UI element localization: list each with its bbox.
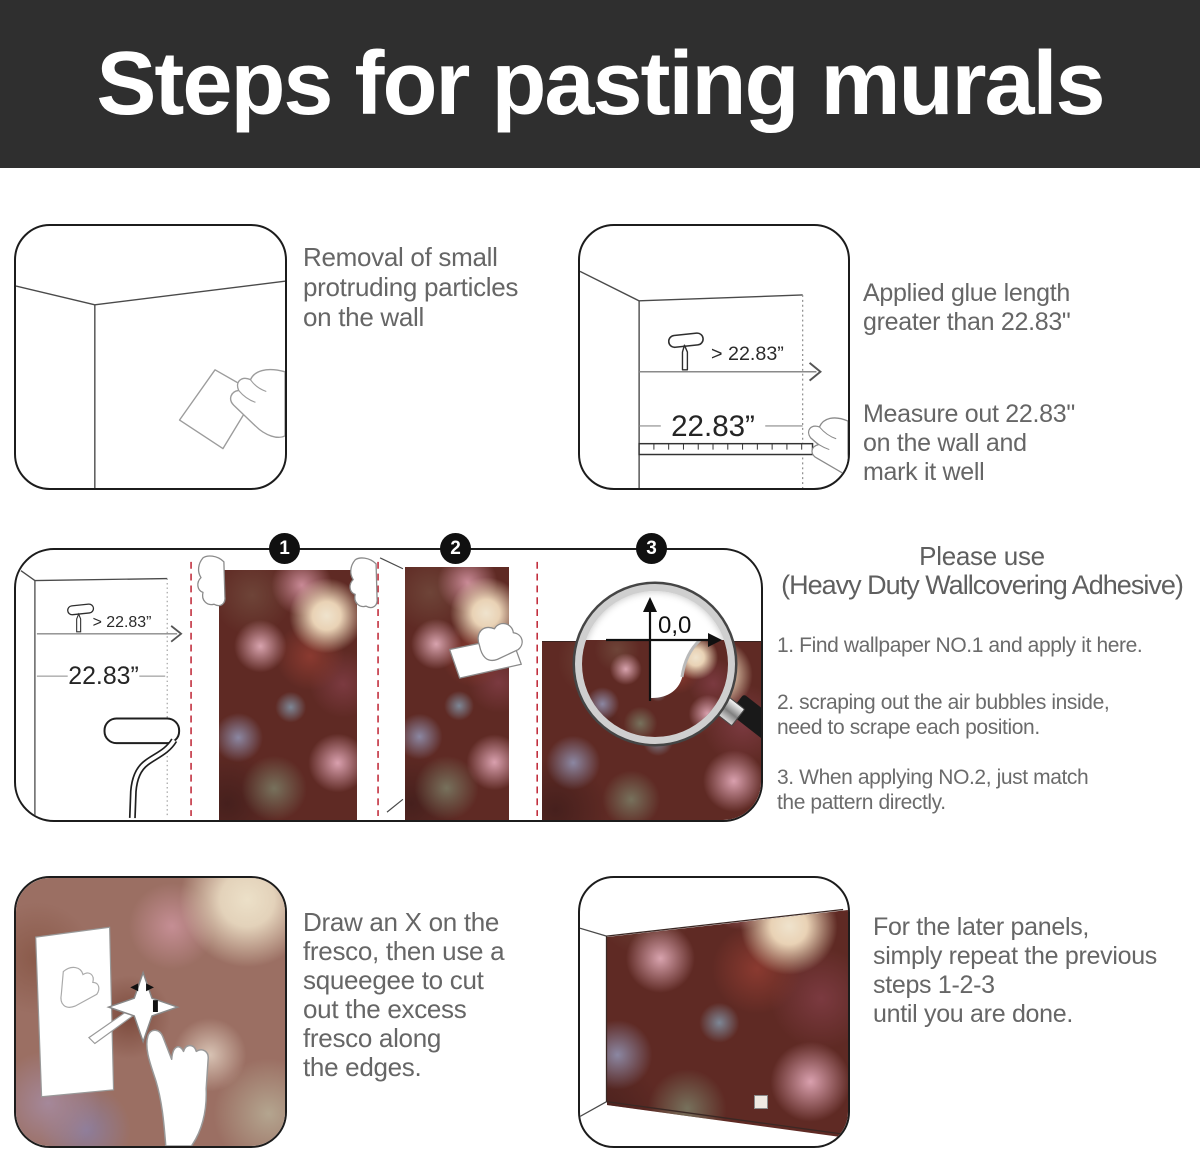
caption-line: Measure out 22.83" bbox=[863, 400, 1075, 428]
caption-measure bbox=[863, 400, 1075, 487]
caption-line: squeegee to cut bbox=[303, 965, 484, 995]
caption-wall-prep bbox=[303, 242, 518, 332]
room-corner-drawing bbox=[580, 878, 848, 1146]
large-paint-roller-icon bbox=[105, 719, 180, 819]
paint-roller-icon bbox=[67, 604, 94, 632]
caption-line: on the wall and bbox=[863, 429, 1027, 457]
scraper-hand-icon bbox=[180, 370, 285, 449]
caption-line: mark it well bbox=[863, 458, 985, 486]
y-axis-arrow-icon bbox=[643, 597, 657, 612]
x-axis-arrow-icon bbox=[708, 633, 722, 647]
caption-cut-excess bbox=[303, 908, 504, 1082]
paint-roller-icon bbox=[668, 333, 704, 370]
instruction-line: need to scrape each position. bbox=[777, 716, 1040, 739]
white-sheet bbox=[36, 927, 114, 1096]
caption-line: Applied glue length bbox=[863, 279, 1070, 307]
wall-tag bbox=[754, 1095, 768, 1109]
cut-star-icon bbox=[109, 973, 178, 1042]
measuring-hand-icon bbox=[809, 418, 848, 476]
caption-repeat-steps bbox=[873, 913, 1157, 1029]
panel-wall-prep bbox=[14, 224, 287, 490]
glue-length-label: > 22.83” bbox=[92, 613, 152, 631]
caption-line: out the excess bbox=[303, 994, 467, 1024]
smoothing-card-hand-icon bbox=[450, 624, 522, 679]
pointing-hand-icon bbox=[147, 1030, 208, 1146]
glue-length-label: > 22.83” bbox=[711, 342, 784, 365]
caption-line: on the wall bbox=[303, 302, 424, 332]
panel-apply-steps bbox=[14, 548, 763, 822]
wall-corner-drawing bbox=[16, 226, 285, 488]
panel-cut-excess bbox=[14, 876, 287, 1148]
caption-line: steps 1-2-3 bbox=[873, 971, 995, 999]
caption-line: Draw an X on the bbox=[303, 907, 500, 937]
caption-line: the edges. bbox=[303, 1052, 422, 1082]
caption-line: until you are done. bbox=[873, 1000, 1074, 1028]
instruction-line: the pattern directly. bbox=[777, 791, 946, 814]
origin-label: 0,0 bbox=[658, 612, 692, 639]
cut-drawing bbox=[16, 878, 285, 1146]
ruler-icon bbox=[639, 444, 812, 455]
instruction-line: 1. Find wallpaper NO.1 and apply it here. bbox=[777, 634, 1143, 657]
caption-line: protruding particles bbox=[303, 272, 519, 302]
step-badge-3: 3 bbox=[636, 533, 667, 564]
step-badge-1: 1 bbox=[269, 533, 300, 564]
step-badge-2: 2 bbox=[440, 533, 471, 564]
instruction-item-1 bbox=[777, 633, 1142, 658]
caption-line: Removal of small bbox=[303, 242, 498, 272]
glue-measure-drawing bbox=[580, 226, 848, 488]
origin-axes-drawing bbox=[582, 591, 728, 737]
instruction-item-3 bbox=[777, 765, 1088, 815]
magnifier-lens bbox=[575, 584, 735, 744]
instruction-line: 2. scraping out the air bubbles inside, bbox=[777, 691, 1110, 714]
gripping-hand-icon bbox=[198, 556, 377, 608]
page-title: Steps for pasting murals bbox=[96, 33, 1104, 134]
caption-line: greater than 22.83" bbox=[863, 308, 1071, 336]
caption-line: For the later panels, bbox=[873, 913, 1090, 941]
measure-label: 22.83” bbox=[671, 409, 755, 443]
adhesive-heading-line2: (Heavy Duty Wallcovering Adhesive) bbox=[781, 570, 1183, 600]
measure-label: 22.83” bbox=[68, 663, 139, 690]
instruction-item-2 bbox=[777, 690, 1109, 740]
panel-repeat-steps bbox=[578, 876, 850, 1148]
title-banner bbox=[0, 0, 1200, 168]
caption-line: fresco along bbox=[303, 1023, 442, 1053]
caption-line: simply repeat the previous bbox=[873, 942, 1158, 970]
caption-glue bbox=[863, 279, 1071, 337]
caption-line: fresco, then use a bbox=[303, 936, 505, 966]
instruction-line: 3. When applying NO.2, just match bbox=[777, 766, 1089, 789]
adhesive-heading-line1: Please use bbox=[919, 541, 1045, 571]
panel-glue-measure bbox=[578, 224, 850, 490]
